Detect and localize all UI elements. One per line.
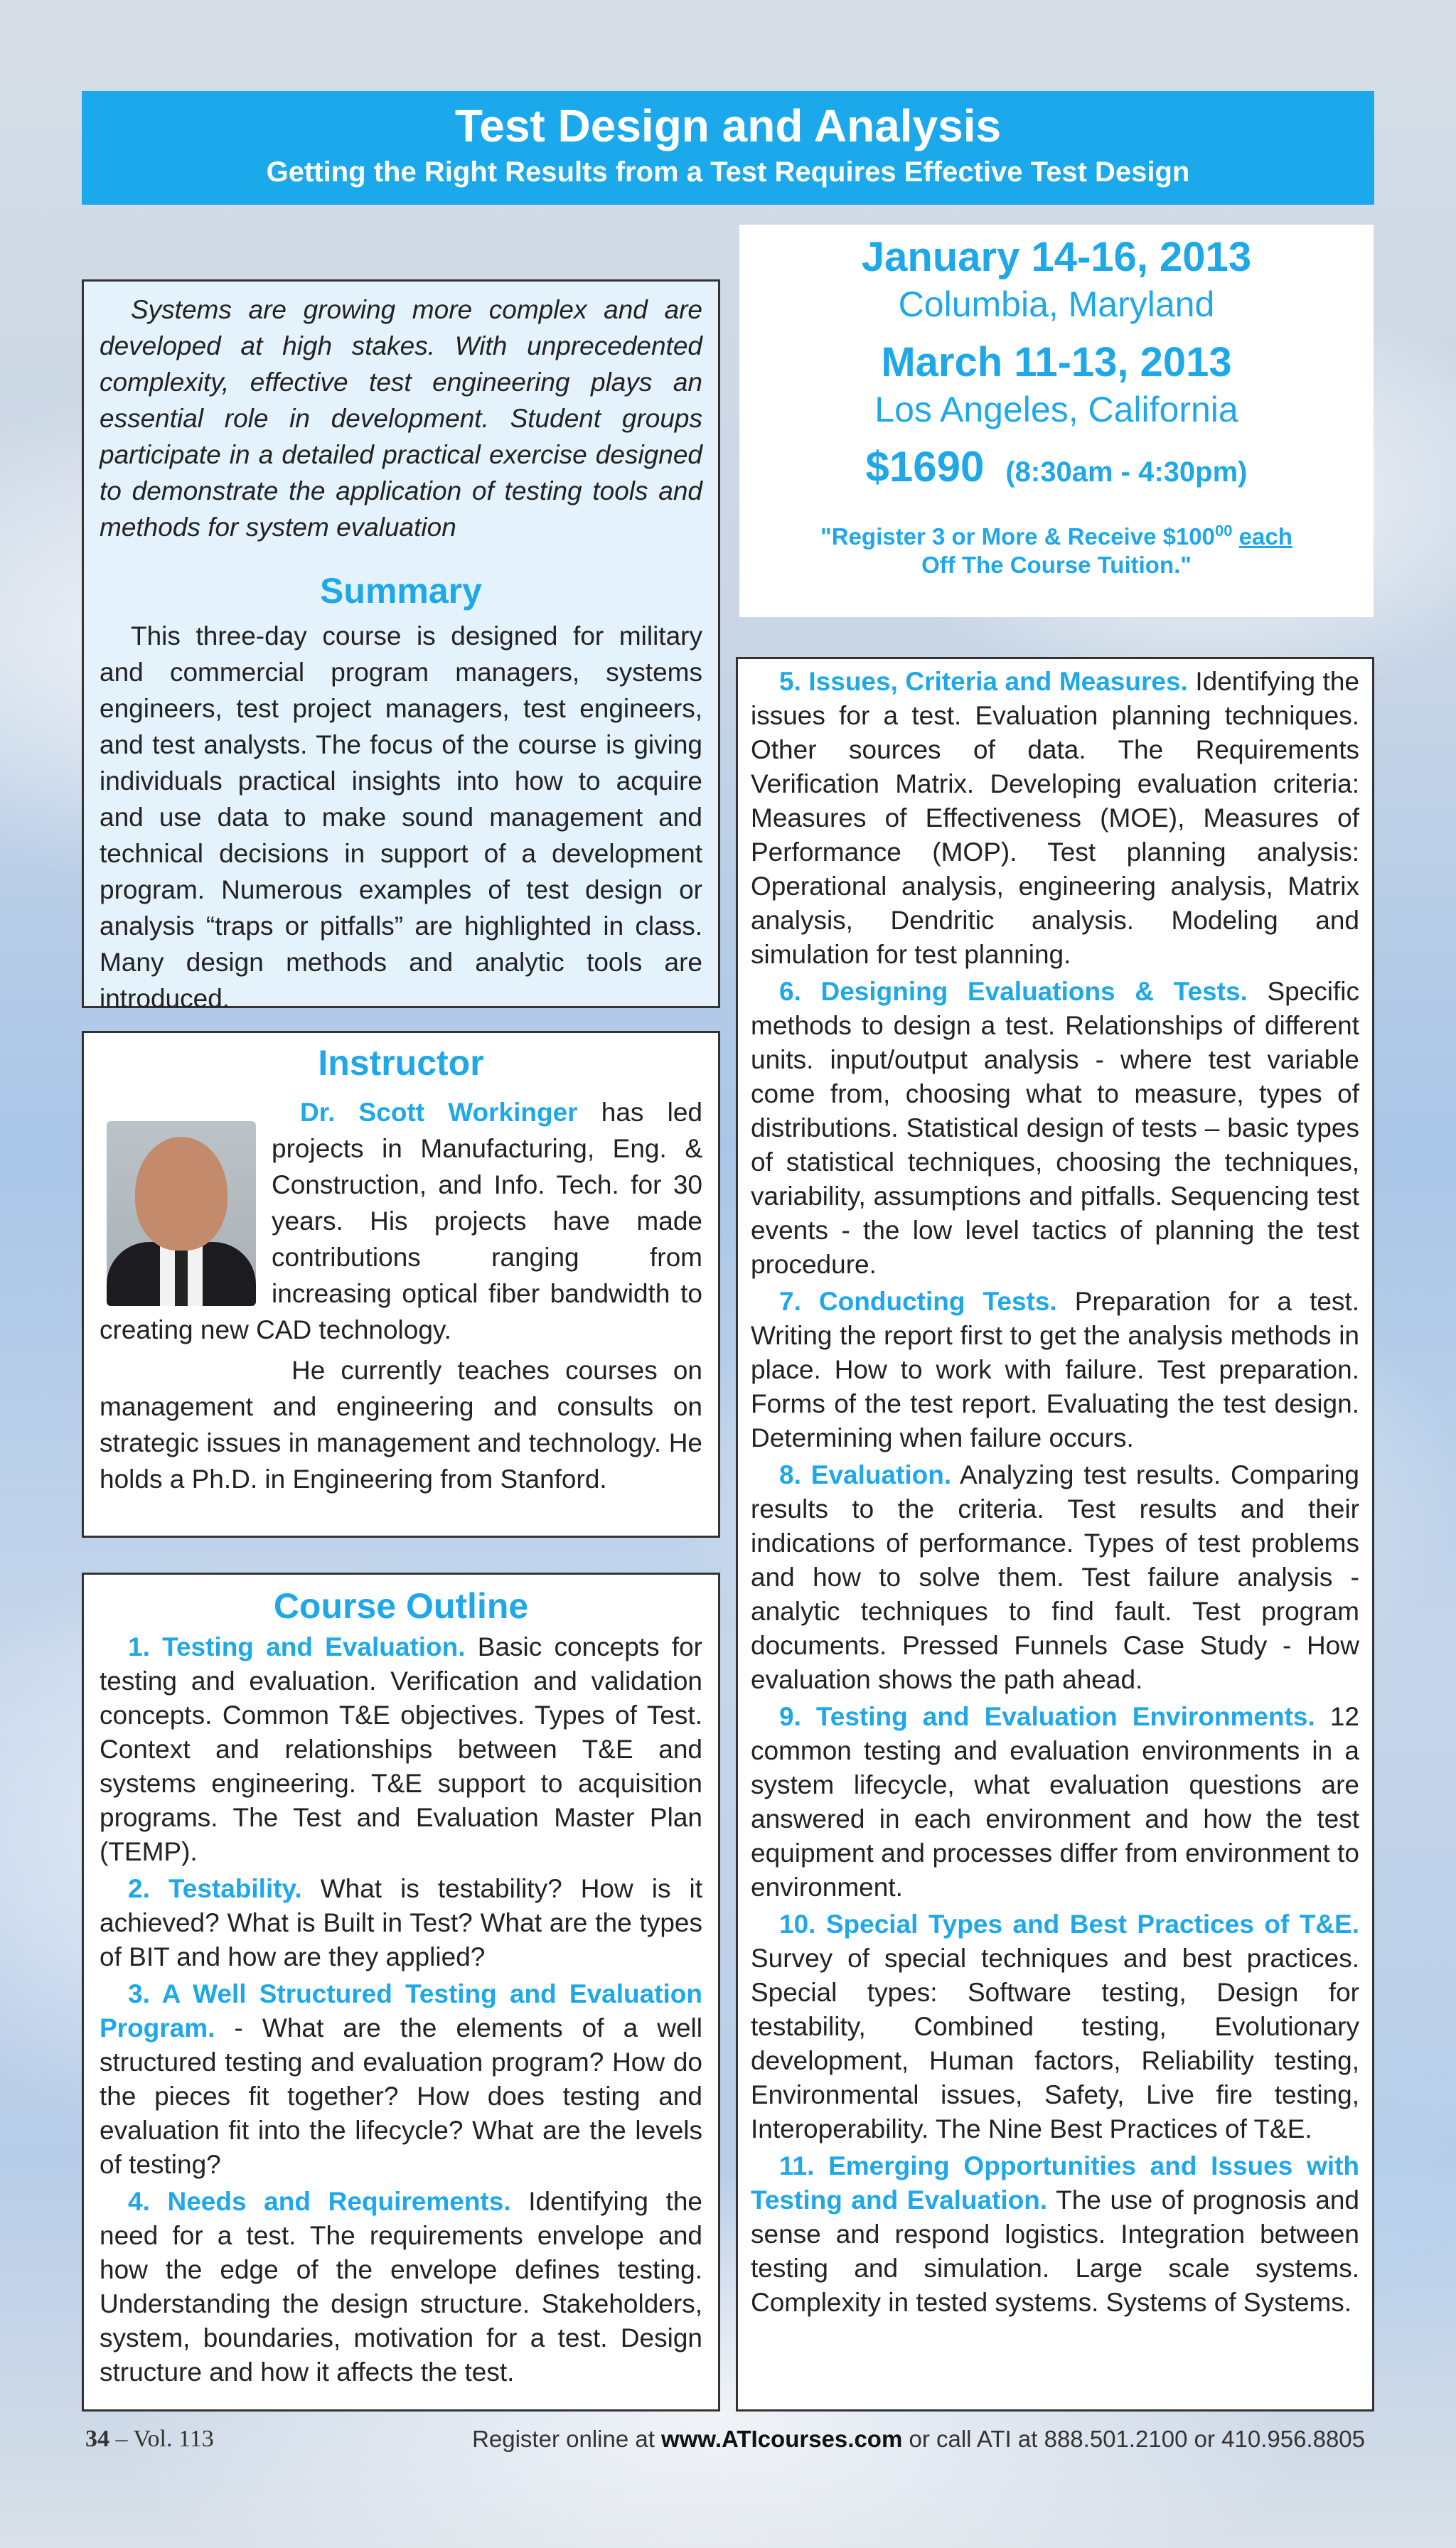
- outline-item: [751, 1700, 1359, 1905]
- outline-item: [100, 1630, 702, 1869]
- outline-item: [751, 1458, 1359, 1697]
- outline-item-text: Identifying the need for a test. The requirements envelope and how the edge of the envelope defines testing. Understanding the design structure. Stakeholders, system, boundaries, motivation for a test. Design structure and how it affects the test.: [100, 2187, 703, 2387]
- instructor-name: Dr. Scott Workinger: [300, 1098, 578, 1127]
- outline-item-heading: 11. Emerging Opportunities and Issues with Testing and Evaluation.: [751, 2151, 1359, 2215]
- outline-item: [751, 665, 1359, 972]
- outline-item-heading: 6. Designing Evaluations & Tests.: [779, 977, 1248, 1006]
- outline-title: Course Outline: [273, 1586, 529, 1626]
- course-title: Test Design and Analysis: [454, 100, 1002, 151]
- outline-item-heading: 3. A Well Structured Testing and Evaluation Program.: [100, 1979, 702, 2043]
- outline-item-heading: 2. Testability.: [128, 1874, 302, 1903]
- session-date-1: January 14-16, 2013: [861, 234, 1252, 280]
- instructor-bio-1-text: has led projects in Manufacturing, Eng. & Construction, and Info. Tech. for 30 years. His projects have made contributions ranging from increasing optical fiber bandwidth to creating new CAD technology.: [100, 1098, 702, 1344]
- reg-text-b: or call ATI at 888.501.2100 or 410.956.8805: [902, 2426, 1365, 2452]
- reg-text-a: Register online at: [472, 2426, 662, 2452]
- outline-item-heading: 5. Issues, Criteria and Measures.: [779, 667, 1188, 696]
- volume: – Vol. 113: [109, 2426, 214, 2452]
- course-subtitle: Getting the Right Results from a Test Requires Effective Test Design: [266, 156, 1190, 188]
- promo-each: each: [1238, 523, 1292, 550]
- outline-item-heading: 9. Testing and Evaluation Environments.: [779, 1702, 1315, 1731]
- promo-part-a: "Register 3 or More & Receive $100: [820, 523, 1216, 550]
- outline-item: [751, 1285, 1359, 1455]
- outline-item-text: The use of prognosis and sense and respond logistics. Integration between testing and simulation. Large scale systems. Complexity in tested systems. Systems of Systems.: [751, 2185, 1359, 2317]
- course-outline-box: [82, 1573, 720, 2412]
- page-number: [85, 2426, 214, 2453]
- price-line: [739, 441, 1374, 498]
- outline-item: [100, 1872, 702, 1974]
- outline-item-text: Preparation for a test. Writing the report first to get the analysis methods in place. How to work with failure. Test preparation. Forms of the test report. Evaluating the test design. Determining when failure occurs.: [751, 1287, 1359, 1452]
- outline-item-heading: 8. Evaluation.: [779, 1460, 952, 1489]
- course-outline-continued: [736, 657, 1374, 2412]
- promo-text: [739, 517, 1374, 579]
- outline-item: [100, 2185, 702, 2389]
- instructor-bio-2: He currently teaches courses on management and engineering and consults on strategic issues in management and technology. He holds a Ph.D. in Engineering from Stanford.: [100, 1356, 702, 1494]
- session-city-2: Los Angeles, California: [874, 390, 1238, 429]
- instructor-title: Instructor: [318, 1043, 484, 1083]
- outline-item-text: What is testability? How is it achieved? What is Built in Test? What are the types of BIT and how are they applied?: [100, 1874, 702, 1971]
- promo-part-b: Off The Course Tuition.": [921, 552, 1192, 578]
- registration-link[interactable]: www.ATIcourses.com: [661, 2426, 903, 2452]
- session-city-1: Columbia, Maryland: [898, 284, 1215, 324]
- promo-cents: 00: [1215, 522, 1233, 540]
- page-footer: [85, 2426, 1365, 2461]
- summary-text: This three-day course is designed for military and commercial program managers, systems engineers, test project managers, test engineers, and test analysts. The focus of the course is giving individuals practical insights into how to acquire and use data to make sound management and technical decisions in support of a development program. Numerous examples of test design or analysis “traps or pitfalls” are highlighted in class. Many design methods and analytic tools are introduced.: [100, 621, 702, 1013]
- instructor-photo: [107, 1121, 256, 1306]
- outline-item-text: Survey of special techniques and best practices. Special types: Software testing, Design for testability, Combined testing, Evolutionary development, Human factors, Reliability testing, Environmental issues, Safety, Live fire testing, Interoperability. The Nine Best Practices of T&E.: [751, 1944, 1359, 2143]
- outline-item: [100, 1977, 702, 2182]
- outline-item: [751, 2149, 1359, 2320]
- outline-item-heading: 1. Testing and Evaluation.: [128, 1632, 466, 1661]
- outline-item-heading: 10. Special Types and Best Practices of T&E.: [779, 1910, 1359, 1939]
- page-num: 34: [85, 2426, 109, 2452]
- outline-item-heading: 7. Conducting Tests.: [779, 1287, 1057, 1316]
- price: $1690: [865, 443, 985, 491]
- intro-box: [82, 279, 720, 1013]
- outline-item-text: Analyzing test results. Comparing results to the criteria. Test results and their indications of performance. Types of test problems and how to solve them. Test failure analysis - analytic techniques to find fault. Test program documents. Pressed Funnels Case Study - How evaluation shows the path ahead.: [751, 1460, 1360, 1694]
- page-header: [82, 91, 1374, 205]
- outline-item-heading: 4. Needs and Requirements.: [128, 2187, 511, 2216]
- outline-item: [751, 1907, 1359, 2146]
- outline-item-text: - What are the elements of a well structured testing and evaluation program? How do the pieces fit together? How does testing and evaluation fit into the lifecycle? What are the levels of testing?: [100, 2013, 702, 2179]
- instructor-box: [82, 1031, 720, 1538]
- registration-line: [472, 2426, 1365, 2453]
- summary-title: Summary: [320, 571, 482, 611]
- session-date-2: March 11-13, 2013: [881, 339, 1232, 385]
- hours: (8:30am - 4:30pm): [1005, 456, 1248, 488]
- outline-item: [751, 975, 1359, 1282]
- outline-item-text: Specific methods to design a test. Relationships of different units. input/output analysis - where test variable come from, choosing what to measure, types of distributions. Statistical design of tests – basic types of statistical techniques, choosing the techniques, variability, assumptions and pitfalls. Sequencing test events - the low level tactics of planning the test procedure.: [751, 977, 1359, 1279]
- intro-text: Systems are growing more complex and are developed at high stakes. With unprecedented complexity, effective test engineering plays an essential role in development. Student groups participate in a detailed practical exercise designed to demonstrate the application of testing tools and methods for system evaluation: [100, 295, 702, 542]
- dates-box: [739, 225, 1374, 617]
- outline-item-text: 12 common testing and evaluation environments in a system lifecycle, what evaluation questions are answered in each environment and how the test equipment and processes differ from environment to environment.: [751, 1702, 1359, 1902]
- outline-item-text: Identifying the issues for a test. Evaluation planning techniques. Other sources of data. The Requirements Verification Matrix. Developing evaluation criteria: Measures of Effectiveness (MOE), Measures of Performance (MOP). Test planning analysis: Operational analysis, engineering analysis, Matrix analysis, Dendritic analysis. Modeling and simulation for test planning.: [751, 667, 1359, 969]
- outline-item-text: Basic concepts for testing and evaluation. Verification and validation concepts. Common T&E objectives. Types of Test. Context and relationships between T&E and systems engineering. T&E support to acquisition programs. The Test and Evaluation Master Plan (TEMP).: [100, 1632, 702, 1866]
